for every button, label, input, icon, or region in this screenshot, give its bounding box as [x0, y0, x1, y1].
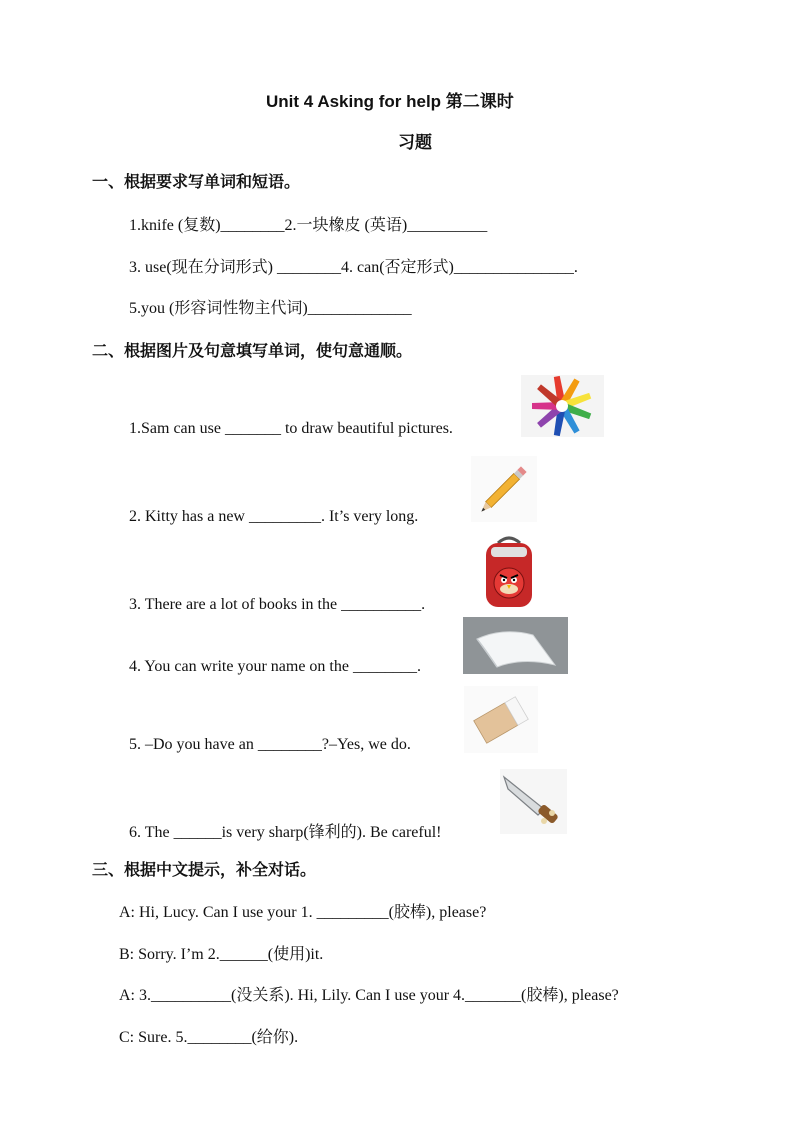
section-2-line-2: 2. Kitty has a new _________. It’s very long. — [129, 508, 419, 525]
section-2-line-1: 1.Sam can use _______ to draw beautiful pictures. — [129, 420, 453, 437]
section-2-line-4: 4. You can write your name on the ________. — [129, 658, 421, 675]
section-2-line-3: 3. There are a lot of books in the __________. — [129, 596, 426, 613]
dialogue-line-1: A: Hi, Lucy. Can I use your 1. _________(胶棒), please? — [119, 904, 487, 921]
section-2-line-5: 5. –Do you have an ________?–Yes, we do. — [129, 736, 411, 753]
page-title: Unit 4 Asking for help 第二课时 — [266, 92, 514, 111]
section-1-heading: 一、根据要求写单词和短语。 — [92, 172, 301, 191]
section-2-heading: 二、根据图片及句意填写单词，使句意通顺。 — [92, 341, 413, 360]
page-subtitle: 习题 — [398, 133, 432, 153]
pencil-image — [471, 456, 537, 522]
dialogue-line-4: C: Sure. 5.________(给你). — [119, 1029, 299, 1046]
paper-image — [463, 617, 568, 674]
knife-image — [500, 769, 567, 834]
section-3-heading: 三、根据中文提示，补全对话。 — [92, 860, 317, 879]
dialogue-line-2: B: Sorry. I’m 2.______(使用)it. — [119, 946, 324, 963]
section-2-line-6: 6. The ______is very sharp(锋利的). Be careful! — [129, 824, 442, 841]
section-1-line-3: 5.you (形容词性物主代词)_____________ — [129, 300, 412, 317]
section-1-line-1: 1.knife (复数)________2.一块橡皮 (英语)__________ — [129, 217, 488, 234]
crayons-image — [521, 375, 604, 437]
dialogue-line-3: A: 3.__________(没关系). Hi, Lily. Can I use your 4._______(胶棒), please? — [119, 987, 619, 1004]
section-1-line-2: 3. use(现在分词形式) ________4. can(否定形式)_______________. — [129, 259, 578, 276]
eraser-image — [464, 686, 538, 753]
schoolbag-image — [478, 533, 540, 611]
